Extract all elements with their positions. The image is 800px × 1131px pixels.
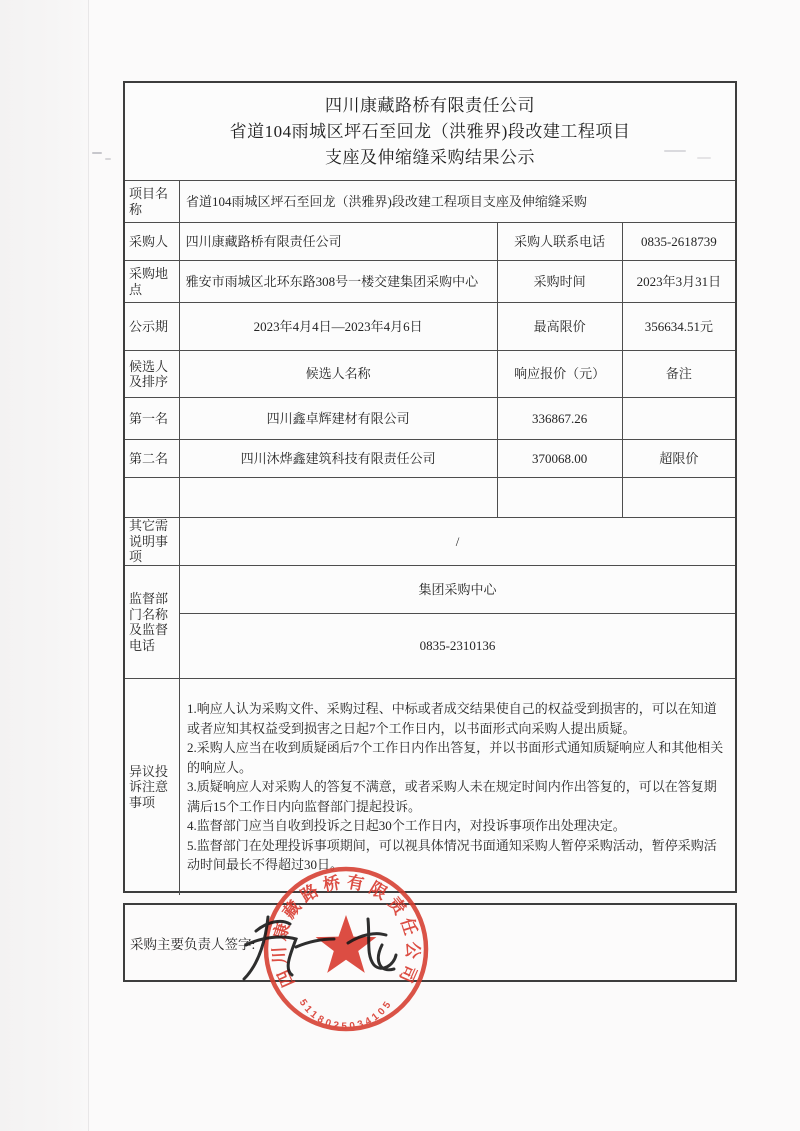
supervision-label: 监督部门名称及监督电话 — [129, 591, 169, 653]
purchase-time-value: 2023年3月31日 — [622, 261, 735, 302]
scan-artifact — [105, 158, 111, 160]
candidate-2-price: 370068.00 — [497, 440, 622, 477]
objection-text — [179, 679, 735, 895]
empty-price-cell — [497, 478, 622, 517]
candidate-2-rank: 第二名 — [129, 450, 169, 466]
location-value: 雅安市雨城区北环东路308号一楼交建集团采购中心 — [179, 261, 497, 302]
table-row-location — [125, 260, 735, 302]
signature-row — [123, 903, 737, 982]
announcement-table — [123, 81, 737, 893]
objection-item-4: 4.监督部门应当自收到投诉之日起30个工作日内，对投诉事项作出处理决定。 — [187, 818, 626, 834]
table-row-candidate-2 — [125, 439, 735, 477]
supervision-department: 集团采购中心 — [180, 566, 735, 614]
publicity-value: 2023年4月4日—2023年4月6日 — [179, 303, 497, 350]
table-row-candidate-empty — [125, 477, 735, 517]
purchaser-label: 采购人 — [129, 233, 169, 249]
supervision-phone: 0835-2310136 — [419, 638, 496, 654]
candidate-2-remark: 超限价 — [622, 440, 735, 477]
table-row-objection-notes — [125, 678, 735, 895]
objection-item-1: 1.响应人认为采购文件、采购过程、中标或者成交结果使自己的权益受到损害的，可以在知道或者应知其权益受到损害之日起7个工作日内，以书面形式向采购人提出质疑。 — [187, 701, 717, 736]
objection-item-2: 2.采购人应当在收到质疑函后7个工作日内作出答复，并以书面形式通知质疑响应人和其他相关的响应人。 — [187, 740, 724, 775]
empty-name-cell — [179, 478, 497, 517]
empty-rank-cell — [125, 478, 179, 517]
table-row-candidate-1 — [125, 397, 735, 439]
candidates-header-label: 候选人及排序 — [129, 358, 169, 389]
seal-company-text: 四川康藏路桥有限责任公司 — [269, 872, 423, 990]
scan-artifact — [92, 152, 102, 154]
table-row-supervision — [125, 565, 735, 678]
other-notes-value: / — [179, 518, 735, 565]
title-line-company: 四川康藏路桥有限责任公司 — [325, 95, 535, 115]
candidate-name-header: 候选人名称 — [179, 351, 497, 397]
seal-serial-text: 5118025034105 — [296, 997, 396, 1033]
paper-edge-shading — [0, 0, 88, 1131]
signature-label: 采购主要负责人签字: — [130, 936, 256, 952]
candidate-price-header: 响应报价（元） — [497, 351, 622, 397]
title-line-subject: 支座及伸缩缝采购结果公示 — [325, 147, 535, 167]
objection-item-5: 5.监督部门在处理投诉事项期间，可以视具体情况书面通知采购人暂停采购活动，暂停采购活动时间最长不得超过30日。 — [187, 837, 717, 873]
other-notes-label: 其它需说明事项 — [129, 518, 169, 565]
table-row-candidates-header — [125, 350, 735, 397]
project-name-value: 省道104雨城区坪石至回龙（洪雅界)段改建工程项目支座及伸缩缝采购 — [179, 181, 735, 222]
candidate-1-name: 四川鑫卓辉建材有限公司 — [179, 398, 497, 439]
table-row-publicity-period — [125, 302, 735, 350]
purchase-time-label: 采购时间 — [497, 261, 622, 302]
project-name-label: 项目名称 — [129, 186, 169, 217]
candidate-1-price: 336867.26 — [497, 398, 622, 439]
paper-edge-line — [88, 0, 89, 1131]
objection-item-3: 3.质疑响应人对采购人的答复不满意，或者采购人未在规定时间内作出答复的，可以在答复期满后15个工作日内向监督部门提起投诉。 — [187, 779, 717, 814]
table-row-title — [125, 83, 735, 180]
location-label: 采购地点 — [129, 266, 169, 297]
price-limit-value: 356634.51元 — [622, 303, 735, 350]
candidate-1-remark — [622, 398, 735, 439]
candidate-1-rank: 第一名 — [129, 410, 169, 426]
purchaser-phone-label: 采购人联系电话 — [497, 223, 622, 260]
objection-label: 异议投诉注意事项 — [129, 763, 169, 810]
price-limit-label: 最高限价 — [497, 303, 622, 350]
empty-remark-cell — [622, 478, 735, 517]
purchaser-phone-value: 0835-2618739 — [622, 223, 735, 260]
publicity-label: 公示期 — [129, 318, 169, 334]
candidate-2-name: 四川沐烨鑫建筑科技有限责任公司 — [179, 440, 497, 477]
table-row-other-notes — [125, 517, 735, 565]
document-title — [125, 83, 735, 180]
table-row-purchaser — [125, 222, 735, 260]
title-line-project: 省道104雨城区坪石至回龙（洪雅界)段改建工程项目 — [229, 121, 631, 141]
candidate-remark-header: 备注 — [622, 351, 735, 397]
svg-text:5118025034105 — [297, 997, 395, 1032]
purchaser-value: 四川康藏路桥有限责任公司 — [179, 223, 497, 260]
table-row-project-name — [125, 180, 735, 222]
